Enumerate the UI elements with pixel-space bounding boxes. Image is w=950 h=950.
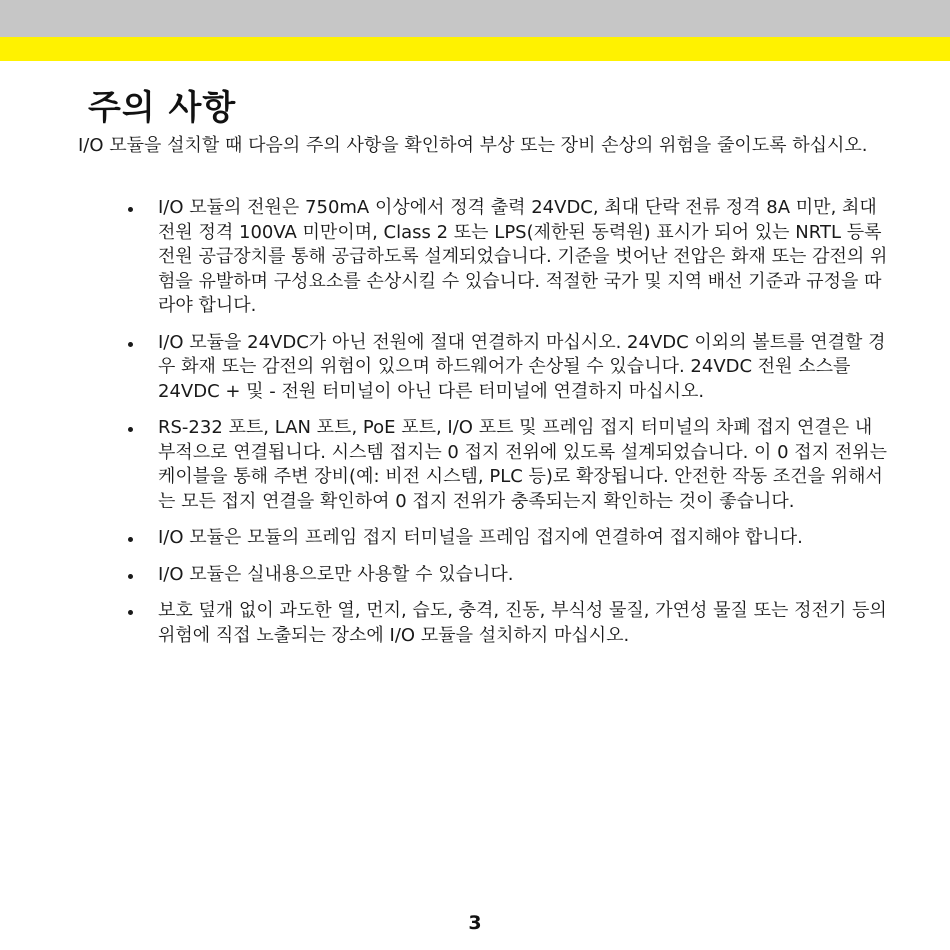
- header-gray-band: [0, 0, 950, 37]
- caution-item-installation-location: 보호 덮개 없이 과도한 열, 먼지, 습도, 충격, 진동, 부식성 물질, 가연성 물질 또는 정전기 등의 위험에 직접 노출되는 장소에 I/O 모듈을 설치하지 마십시오.: [158, 599, 888, 648]
- caution-item-frame-ground: I/O 모듈은 모듈의 프레임 접지 터미널을 프레임 접지에 연결하여 접지해야 합니다.: [158, 526, 888, 551]
- header-yellow-band: [0, 37, 950, 61]
- caution-item-shield-ground: RS-232 포트, LAN 포트, PoE 포트, I/O 포트 및 프레임 접지 터미널의 차폐 접지 연결은 내부적으로 연결됩니다. 시스템 접지는 0 접지 전위에 있도록 설계되었습니다. 이 0 접지 전위는 케이블을 통해 주변 장비(예: 비전 시스템, PLC 등)로 확장됩니다. 안전한 작동 조건을 위해서는 모든 접지 연결을 확인하여 0 접지 전위가 충족되는지 확인하는 것이 좋습니다.: [158, 416, 888, 514]
- intro-paragraph: I/O 모듈을 설치할 때 다음의 주의 사항을 확인하여 부상 또는 장비 손상의 위험을 줄이도록 하십시오.: [78, 135, 868, 156]
- caution-list: [158, 196, 888, 660]
- caution-item-indoor-use: I/O 모듈은 실내용으로만 사용할 수 있습니다.: [158, 563, 888, 588]
- caution-item-24vdc-only: I/O 모듈을 24VDC가 아닌 전원에 절대 연결하지 마십시오. 24VDC 이외의 볼트를 연결할 경우 화재 또는 감전의 위험이 있으며 하드웨어가 손상될 수 있습니다. 24VDC 전원 소스를 24VDC + 및 - 전원 터미널이 아닌 다른 터미널에 연결하지 마십시오.: [158, 331, 888, 405]
- page-title: 주의 사항: [88, 88, 237, 128]
- page-number: 3: [468, 912, 482, 934]
- caution-item-power-supply: I/O 모듈의 전원은 750mA 이상에서 정격 출력 24VDC, 최대 단락 전류 정격 8A 미만, 최대 전원 정격 100VA 미만이며, Class 2 또는 LPS(제한된 동력원) 표시가 되어 있는 NRTL 등록 전원 공급장치를 통해 공급하도록 설계되었습니다. 기준을 벗어난 전압은 화재 또는 감전의 위험을 유발하며 구성요소를 손상시킬 수 있습니다. 적절한 국가 및 지역 배선 기준과 규정을 따라야 합니다.: [158, 196, 888, 319]
